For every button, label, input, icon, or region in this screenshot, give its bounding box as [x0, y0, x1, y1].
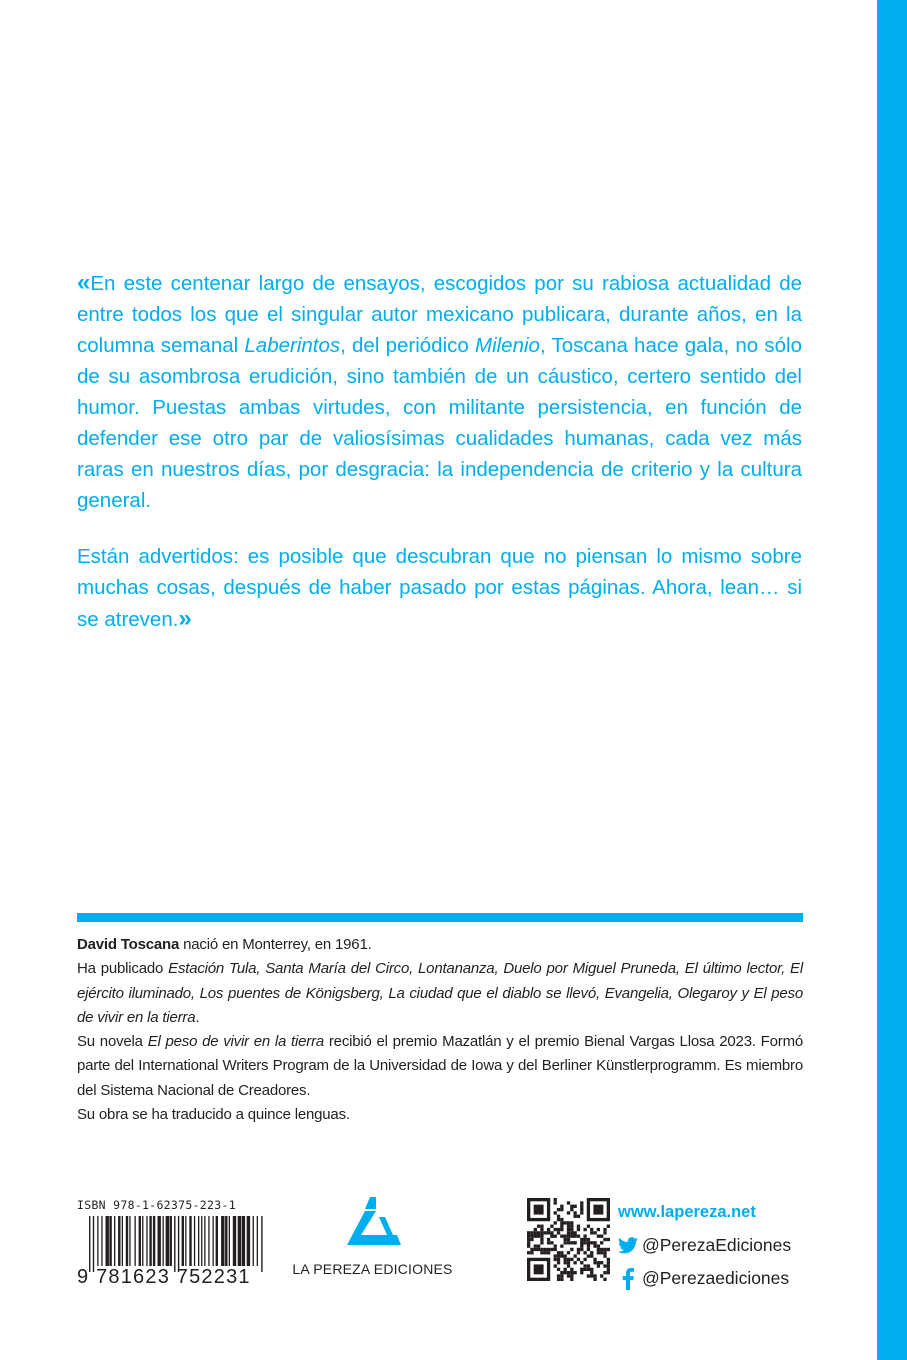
qr-module [593, 1258, 596, 1261]
qr-module [573, 1254, 576, 1257]
barcode-bar [225, 1216, 227, 1266]
barcode-bar [229, 1216, 230, 1266]
qr-module [570, 1225, 573, 1228]
qr-module [560, 1235, 563, 1238]
qr-module [550, 1248, 553, 1251]
qr-module [554, 1258, 557, 1261]
barcode-bar [208, 1216, 209, 1266]
barcode-bar [163, 1216, 164, 1266]
qr-module [577, 1248, 580, 1251]
barcode-bar [101, 1216, 102, 1266]
qr-module [530, 1238, 533, 1241]
qr-module [527, 1235, 530, 1238]
qr-module [527, 1251, 530, 1254]
barcode-bar [182, 1216, 184, 1266]
barcode-bar [146, 1216, 147, 1266]
barcode-bar [114, 1216, 115, 1266]
section-divider [77, 913, 803, 922]
qr-module [603, 1278, 606, 1281]
qr-module [577, 1225, 580, 1228]
barcode-bar [189, 1216, 191, 1266]
qr-module [577, 1235, 580, 1238]
barcode-bar [233, 1216, 236, 1266]
qr-module [544, 1231, 547, 1234]
qr-module [554, 1248, 557, 1251]
qr-module [557, 1278, 560, 1281]
qr-module [554, 1221, 557, 1224]
qr-module [593, 1241, 596, 1244]
barcode-bar [247, 1216, 250, 1266]
barcode-bar [221, 1216, 224, 1266]
qr-module [587, 1248, 590, 1251]
qr-module [603, 1254, 606, 1257]
qr-module [583, 1238, 586, 1241]
qr-module [567, 1251, 570, 1254]
bio-line-birth: David Toscana nació en Monterrey, en 1961. [77, 936, 372, 953]
qr-module [570, 1241, 573, 1244]
qr-module [534, 1248, 537, 1251]
close-quote: » [178, 605, 192, 632]
qr-module [567, 1235, 570, 1238]
qr-module [603, 1248, 606, 1251]
qr-module [600, 1235, 603, 1238]
qr-module [603, 1264, 606, 1267]
qr-module [564, 1268, 567, 1271]
barcode-bar [129, 1216, 130, 1266]
qr-module [547, 1248, 550, 1251]
qr-module [597, 1251, 600, 1254]
qr-module [583, 1228, 586, 1231]
qr-module [534, 1235, 537, 1238]
barcode-bar [126, 1216, 128, 1266]
qr-module [587, 1238, 590, 1241]
qr-module [560, 1271, 563, 1274]
qr-module [560, 1244, 563, 1247]
qr-module [557, 1254, 560, 1257]
qr-module [567, 1211, 570, 1214]
qr-module [587, 1264, 590, 1267]
qr-module [530, 1251, 533, 1254]
back-cover-blurb [77, 267, 802, 635]
qr-module [590, 1231, 593, 1234]
open-quote: « [77, 269, 91, 296]
qr-module [590, 1251, 593, 1254]
qr-module [580, 1238, 583, 1241]
barcode-bar [201, 1216, 202, 1266]
column-title: Laberintos [244, 334, 341, 357]
qr-module [580, 1205, 583, 1208]
qr-module [567, 1228, 570, 1231]
author-bio [77, 933, 803, 1127]
qr-module [527, 1241, 530, 1244]
qr-module [573, 1261, 576, 1264]
qr-module [530, 1248, 533, 1251]
barcode-bar [97, 1216, 98, 1266]
blurb-paragraph-1: «En este centenar largo de ensayos, escogidos por su rabiosa actualidad de entre todos los que el singular autor mexicano publicara, durante años, en la columna semanal Laberintos, del periódico Milenio, Toscana hace gala, no sólo de su asombrosa erudición, sino también de un cáustico, certero sentido del humor. Puestas ambas virtudes, con militante persistencia, en función de defender ese otro par de valiosísimas cualidades humanas, cada vez más raras en nuestros días, por desgracia: la independencia de criterio y la cultura general. [77, 269, 802, 512]
barcode-bar [198, 1216, 199, 1266]
qr-module [603, 1271, 606, 1274]
blurb-paragraph-2: Están advertidos: es posible que descubran que no piensan lo mismo sobre muchas cosas, después de haber pasado por estas páginas. Ahora, lean… si se atreven.» [77, 545, 802, 632]
qr-module [567, 1261, 570, 1264]
qr-module [534, 1244, 537, 1247]
qr-module [570, 1231, 573, 1234]
qr-module [557, 1215, 560, 1218]
qr-module [603, 1238, 606, 1241]
qr-module [564, 1261, 567, 1264]
qr-module [567, 1274, 570, 1277]
qr-module [590, 1254, 593, 1257]
qr-module [534, 1264, 544, 1274]
qr-module [534, 1228, 537, 1231]
qr-module [593, 1261, 596, 1264]
bio-awards: Su novela El peso de vivir en la tierra recibió el premio Mazatlán y el premio Bienal Vargas Llosa 2023. Formó parte del International Writers Program de la Universidad de Iowa y del Berliner Künstlerprogramm. Es miembro del Sistema Nacional de Creadores. [77, 1033, 804, 1099]
qr-module [580, 1201, 583, 1204]
qr-module [534, 1205, 544, 1215]
qr-module [587, 1268, 590, 1271]
qr-module [567, 1258, 570, 1261]
qr-module [564, 1271, 567, 1274]
qr-module [573, 1231, 576, 1234]
qr-module [587, 1241, 590, 1244]
qr-module [603, 1251, 606, 1254]
qr-module [570, 1278, 573, 1281]
qr-module [550, 1231, 553, 1234]
qr-module [554, 1235, 557, 1238]
qr-module [557, 1218, 560, 1221]
qr-module [587, 1225, 590, 1228]
barcode-bar [118, 1216, 120, 1266]
qr-module [590, 1268, 593, 1271]
qr-module [593, 1274, 596, 1277]
qr-module [583, 1268, 586, 1271]
qr-module [537, 1244, 540, 1247]
qr-module [580, 1268, 583, 1271]
qr-module [600, 1261, 603, 1264]
barcode-bar [149, 1216, 151, 1266]
qr-module [550, 1225, 553, 1228]
qr-module [590, 1274, 593, 1277]
qr-module [570, 1205, 573, 1208]
qr-module [537, 1231, 540, 1234]
qr-module [560, 1254, 563, 1257]
qr-module [527, 1231, 530, 1234]
qr-module [573, 1271, 576, 1274]
qr-module [557, 1208, 560, 1211]
qr-module [540, 1251, 543, 1254]
qr-module [567, 1231, 570, 1234]
qr-module [607, 1271, 610, 1274]
barcode-bar [106, 1216, 109, 1266]
qr-module [557, 1268, 560, 1271]
qr-module [580, 1244, 583, 1247]
barcode-bar [139, 1216, 141, 1266]
qr-module [583, 1251, 586, 1254]
qr-module [587, 1254, 590, 1257]
barcode-digits: 9 781623 752231 [77, 1266, 251, 1288]
barcode-bars [89, 1216, 265, 1272]
qr-module [567, 1264, 570, 1267]
qr-module [557, 1261, 560, 1264]
publisher-name: LA PEREZA EDICIONES [292, 1261, 453, 1277]
barcode-bar [204, 1216, 205, 1266]
qr-module [590, 1228, 593, 1231]
qr-module [580, 1211, 583, 1214]
qr-module [607, 1264, 610, 1267]
qr-module [554, 1254, 557, 1257]
qr-module [557, 1251, 560, 1254]
barcode-bar [93, 1216, 94, 1272]
qr-module [597, 1235, 600, 1238]
qr-module [580, 1261, 583, 1264]
qr-module [560, 1274, 563, 1277]
qr-module [590, 1271, 593, 1274]
qr-module [537, 1235, 540, 1238]
qr-module [593, 1231, 596, 1234]
qr-module [580, 1208, 583, 1211]
qr-module [580, 1248, 583, 1251]
qr-module [573, 1205, 576, 1208]
qr-module [537, 1248, 540, 1251]
qr-module [564, 1254, 567, 1257]
qr-module [593, 1278, 596, 1281]
qr-module [593, 1205, 603, 1215]
qr-module [600, 1274, 603, 1277]
barcode-bar [194, 1216, 195, 1266]
qr-module [560, 1221, 563, 1224]
qr-module [607, 1258, 610, 1261]
qr-module [573, 1241, 576, 1244]
barcode-bar [174, 1216, 175, 1272]
qr-module [573, 1235, 576, 1238]
twitter-handle[interactable]: @PerezaEdiciones [642, 1235, 792, 1255]
qr-module [554, 1264, 557, 1267]
qr-module [540, 1231, 543, 1234]
facebook-handle[interactable]: @Perezaediciones [642, 1268, 790, 1288]
qr-module [607, 1261, 610, 1264]
qr-module [560, 1208, 563, 1211]
qr-module [583, 1258, 586, 1261]
barcode-bar [242, 1216, 245, 1266]
qr-module [600, 1251, 603, 1254]
qr-module [567, 1238, 570, 1241]
qr-module [603, 1231, 606, 1234]
barcode-bar [122, 1216, 123, 1266]
barcode-bar [213, 1216, 214, 1266]
qr-module [540, 1238, 543, 1241]
qr-module [547, 1251, 550, 1254]
qr-module [577, 1228, 580, 1231]
qr-module [540, 1225, 543, 1228]
qr-module [560, 1228, 563, 1231]
newspaper-title: Milenio [475, 334, 540, 357]
qr-module [590, 1241, 593, 1244]
qr-module [570, 1274, 573, 1277]
qr-module [577, 1251, 580, 1254]
qr-module [564, 1221, 567, 1224]
qr-module [577, 1215, 580, 1218]
barcode-bar [109, 1216, 111, 1266]
qr-module [557, 1231, 560, 1234]
qr-module [607, 1238, 610, 1241]
barcode-bar [153, 1216, 155, 1266]
qr-module [554, 1211, 557, 1214]
isbn-barcode [77, 1198, 267, 1293]
qr-module [570, 1228, 573, 1231]
qr-module [560, 1251, 563, 1254]
qr-module [597, 1228, 600, 1231]
qr-module [570, 1235, 573, 1238]
qr-module [570, 1258, 573, 1261]
qr-module [587, 1274, 590, 1277]
qr-module [540, 1228, 543, 1231]
qr-module [564, 1235, 567, 1238]
qr-module [587, 1244, 590, 1247]
barcode-bar [216, 1216, 218, 1266]
qr-module [560, 1278, 563, 1281]
qr-module [607, 1225, 610, 1228]
contact-info [618, 1196, 791, 1295]
qr-module [547, 1228, 550, 1231]
qr-module [554, 1228, 557, 1231]
bio-works: Ha publicado Estación Tula, Santa María del Circo, Lontananza, Duelo por Miguel Pruneda, El último lector, El ejército iluminado, Los puentes de Königsberg, La ciudad que el diablo se llevó, Evangelia, Olegaroy y El peso de vivir en la tierra. [77, 960, 803, 1026]
qr-module [567, 1201, 570, 1204]
barcode-bar [135, 1216, 136, 1266]
qr-module [570, 1271, 573, 1274]
qr-module [570, 1268, 573, 1271]
qr-module [557, 1258, 560, 1261]
qr-module [580, 1271, 583, 1274]
barcode-bar [142, 1216, 143, 1266]
qr-module [603, 1228, 606, 1231]
qr-module [557, 1274, 560, 1277]
isbn-label: ISBN 978-1-62375-223-1 [77, 1198, 236, 1212]
qr-module [570, 1221, 573, 1224]
publisher-logo [290, 1195, 455, 1290]
qr-module [600, 1241, 603, 1244]
barcode-bar [170, 1216, 172, 1266]
barcode-bar [158, 1216, 161, 1266]
website-row [618, 1196, 791, 1229]
qr-module [527, 1238, 530, 1241]
qr-module [534, 1231, 537, 1234]
qr-module [593, 1244, 596, 1247]
qr-module [564, 1241, 567, 1244]
qr-module [600, 1248, 603, 1251]
barcode-bar [89, 1216, 90, 1272]
barcode-bar [178, 1216, 179, 1272]
qr-module [550, 1235, 553, 1238]
author-name: David Toscana [77, 936, 180, 953]
website-link[interactable]: www.lapereza.net [618, 1203, 756, 1221]
qr-module [597, 1261, 600, 1264]
qr-module [564, 1258, 567, 1261]
pereza-logo-icon [343, 1195, 403, 1251]
twitter-icon [618, 1237, 638, 1254]
qr-module [573, 1215, 576, 1218]
facebook-icon [618, 1268, 638, 1290]
qr-module [583, 1235, 586, 1238]
qr-module [560, 1218, 563, 1221]
barcode-bar [257, 1216, 258, 1266]
barcode-bar [185, 1216, 186, 1266]
twitter-row [618, 1229, 791, 1262]
qr-module [530, 1235, 533, 1238]
qr-module [554, 1198, 557, 1201]
qr-module [544, 1251, 547, 1254]
qr-module [530, 1231, 533, 1234]
qr-module [540, 1248, 543, 1251]
qr-module [557, 1228, 560, 1231]
qr-module [547, 1238, 550, 1241]
qr-module [583, 1241, 586, 1244]
qr-module [554, 1244, 557, 1247]
qr-module [567, 1241, 570, 1244]
qr-module [570, 1208, 573, 1211]
barcode-bar [261, 1216, 262, 1272]
qr-module [547, 1231, 550, 1234]
barcode-bar [166, 1216, 169, 1266]
qr-module [560, 1205, 563, 1208]
qr-module [573, 1211, 576, 1214]
qr-module [607, 1268, 610, 1271]
qr-module [537, 1225, 540, 1228]
facebook-row [618, 1262, 791, 1295]
qr-module [577, 1258, 580, 1261]
qr-module [580, 1241, 583, 1244]
qr-module [550, 1241, 553, 1244]
bio-translations: Su obra se ha traducido a quince lenguas. [77, 1106, 350, 1124]
qr-module [544, 1248, 547, 1251]
qr-module [554, 1201, 557, 1204]
qr-module [597, 1244, 600, 1247]
qr-module [597, 1248, 600, 1251]
barcode-bar [238, 1216, 241, 1266]
right-accent-stripe [877, 0, 907, 1360]
qr-code [527, 1198, 610, 1281]
qr-module [540, 1241, 543, 1244]
qr-module [607, 1248, 610, 1251]
barcode-bar [253, 1216, 254, 1266]
qr-module [567, 1225, 570, 1228]
qr-module [583, 1264, 586, 1267]
qr-module [567, 1221, 570, 1224]
qr-module [560, 1225, 563, 1228]
qr-module [570, 1248, 573, 1251]
qr-module [547, 1241, 550, 1244]
qr-module [527, 1244, 530, 1247]
qr-module [540, 1235, 543, 1238]
qr-module [567, 1271, 570, 1274]
qr-module [564, 1238, 567, 1241]
qr-module [597, 1264, 600, 1267]
